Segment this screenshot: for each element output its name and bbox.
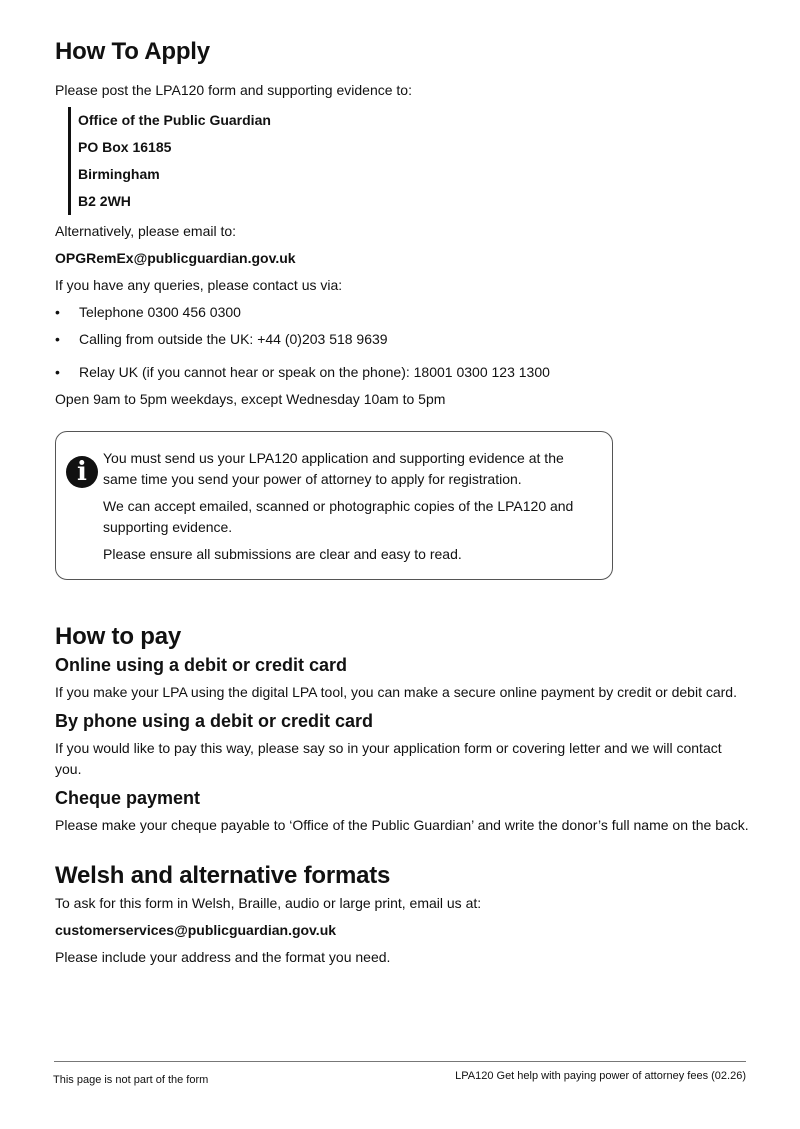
online-payment-text: If you make your LPA using the digital LPA tool, you can make a secure online payment by credit or debit card. <box>55 684 737 700</box>
email-intro: Alternatively, please email to: <box>55 223 237 239</box>
queries-intro: If you have any queries, please contact us via: <box>55 277 343 293</box>
address-line: Birmingham <box>78 166 160 182</box>
contact-list <box>55 302 750 383</box>
important-notice-box <box>55 431 613 580</box>
cheque-payment-text: Please make your cheque payable to ‘Office of the Public Guardian’ and write the donor’s full name on the back. <box>55 817 749 833</box>
opening-hours: Open 9am to 5pm weekdays, except Wednesday 10am to 5pm <box>55 391 446 407</box>
online-payment-heading: Online using a debit or credit card <box>55 655 348 675</box>
formats-outro: Please include your address and the format you need. <box>55 949 391 965</box>
notice-paragraph: You must send us your LPA120 application and supporting evidence at the same time you send your power of attorney to apply for registration. <box>103 450 564 487</box>
post-intro: Please post the LPA120 form and supporting evidence to: <box>55 82 412 98</box>
notice-paragraph: Please ensure all submissions are clear and easy to read. <box>103 546 462 562</box>
how-to-pay-heading: How to pay <box>55 623 182 650</box>
address-line: PO Box 16185 <box>78 139 172 155</box>
phone-payment-text: If you would like to pay this way, please say so in your application form or covering letter and we will contact you. <box>55 740 722 777</box>
how-to-apply-heading: How To Apply <box>55 38 210 65</box>
cheque-payment-heading: Cheque payment <box>55 788 201 808</box>
postal-address <box>68 107 750 215</box>
notice-paragraph: We can accept emailed, scanned or photographic copies of the LPA120 and supporting evidence. <box>103 498 574 535</box>
customer-services-email-link[interactable]: customerservices@publicguardian.gov.uk <box>55 922 337 938</box>
footer-divider <box>54 1061 746 1062</box>
address-line: Office of the Public Guardian <box>78 112 271 128</box>
footer-note: This page is not part of the form <box>53 1074 209 1086</box>
address-line: B2 2WH <box>78 193 131 209</box>
footer-form-reference: LPA120 Get help with paying power of attorney fees (02.26) <box>455 1070 746 1082</box>
contact-telephone: • Telephone 0300 456 0300 <box>55 302 750 323</box>
phone-payment-heading: By phone using a debit or credit card <box>55 711 374 731</box>
page-content <box>55 36 750 968</box>
remission-email-link[interactable]: OPGRemEx@publicguardian.gov.uk <box>55 250 296 266</box>
contact-relay: • Relay UK (if you cannot hear or speak on the phone): 18001 0300 123 1300 <box>55 362 750 383</box>
contact-international: • Calling from outside the UK: +44 (0)203 518 9639 <box>55 329 750 350</box>
formats-intro: To ask for this form in Welsh, Braille, audio or large print, email us at: <box>55 895 482 911</box>
info-icon: i <box>66 456 98 488</box>
alternative-formats-heading: Welsh and alternative formats <box>55 862 391 889</box>
